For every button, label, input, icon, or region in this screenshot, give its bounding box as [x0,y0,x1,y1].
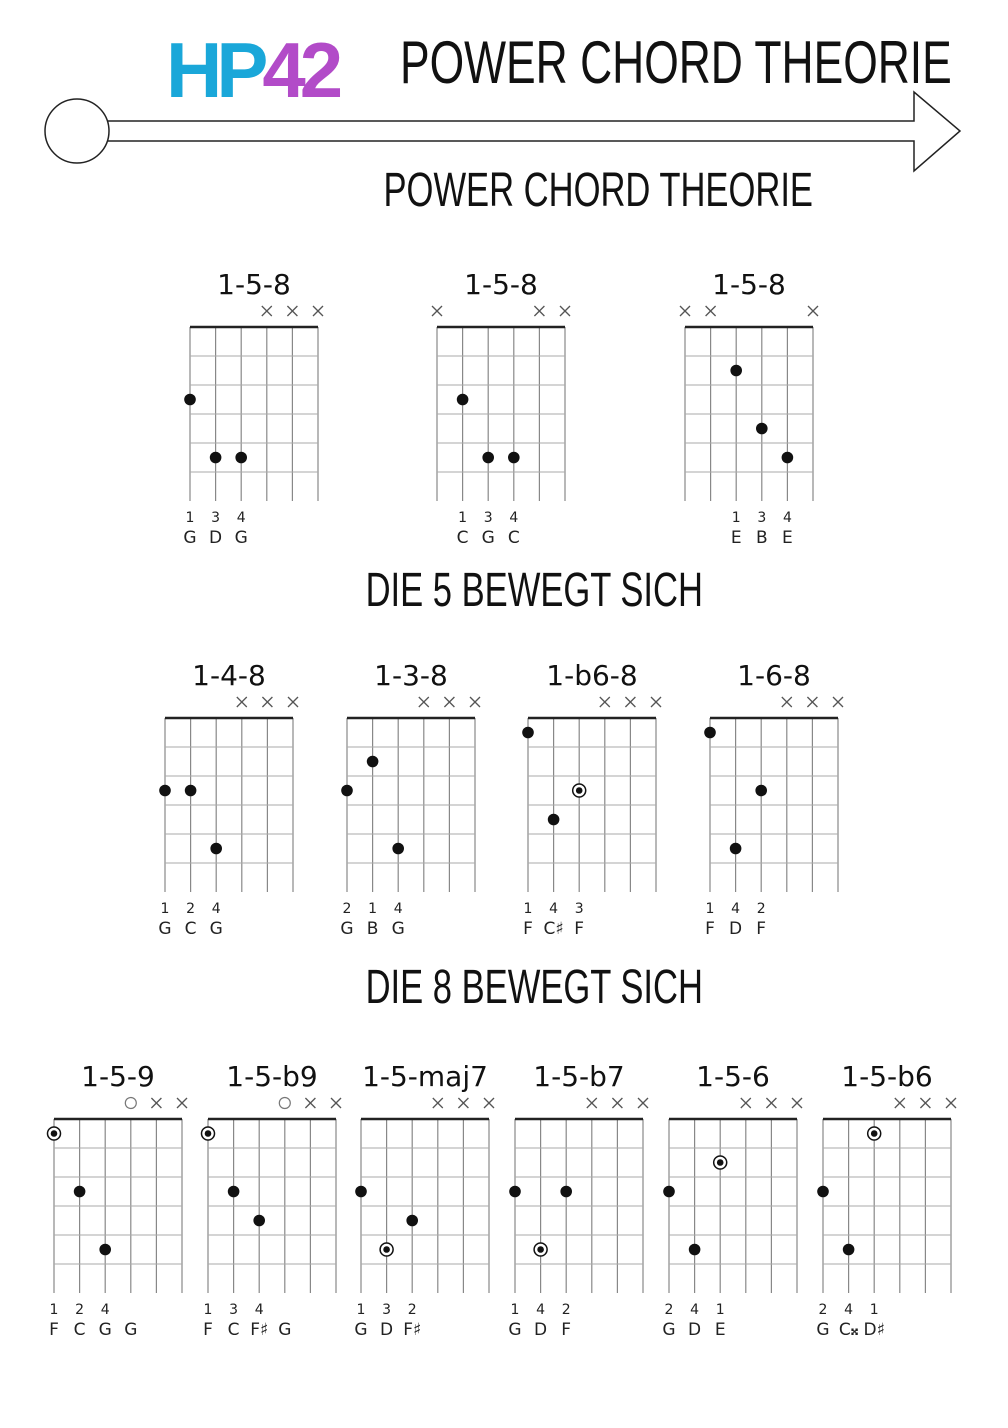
chord-name: 1-b6-8 [546,659,638,692]
finger-number: 1 [49,1302,59,1318]
muted-string-marker [287,306,297,316]
finger-dot [184,394,196,406]
note-name: F♯ [403,1320,422,1340]
root-note-dot [576,787,583,794]
muted-string-marker [288,697,298,707]
finger-number: 1 [368,901,378,917]
chord-diagram [354,1060,494,1340]
muted-string-marker [895,1098,905,1108]
finger-number: 4 [549,901,559,917]
muted-string-marker [587,1098,597,1108]
muted-string-marker [262,306,272,316]
note-name: G [124,1320,138,1340]
finger-dot [392,843,404,855]
finger-dot [253,1215,265,1227]
muted-string-marker [808,306,818,316]
chord-diagram [816,1060,956,1340]
logo-hp: HP [166,26,263,114]
finger-dot [228,1186,240,1198]
muted-string-marker [484,1098,494,1108]
finger-number: 1 [203,1302,213,1318]
chord-diagram [158,659,298,939]
chord-diagram [202,1060,342,1340]
note-name: B [366,919,379,939]
finger-number: 4 [844,1302,854,1318]
muted-string-marker [433,1098,443,1108]
muted-string-marker [807,697,817,707]
finger-dot [704,727,716,739]
finger-number: 4 [690,1302,700,1318]
note-name: G [209,919,223,939]
chord-name: 1-5-8 [464,268,538,301]
finger-number: 1 [356,1302,366,1318]
finger-number: 1 [523,901,533,917]
chord-name: 1-4-8 [192,659,266,692]
finger-dot [99,1244,111,1256]
muted-string-marker [625,697,635,707]
finger-dot [341,785,353,797]
finger-dot [74,1186,86,1198]
muted-string-marker [458,1098,468,1108]
note-name: G [481,528,495,548]
muted-string-marker [833,697,843,707]
muted-string-marker [946,1098,956,1108]
finger-number: 2 [186,901,196,917]
finger-number: 2 [75,1302,85,1318]
finger-number: 2 [818,1302,828,1318]
finger-number: 4 [211,901,221,917]
finger-dot [560,1186,572,1198]
finger-number: 2 [561,1302,571,1318]
note-name: C [456,528,469,548]
muted-string-marker [151,1098,161,1108]
muted-string-marker [600,697,610,707]
finger-dot [367,756,379,768]
finger-dot [210,452,222,464]
muted-string-marker [470,697,480,707]
muted-string-marker [741,1098,751,1108]
note-name: G [391,919,405,939]
root-note-dot [537,1246,544,1253]
note-name: C [184,919,197,939]
finger-dot [663,1186,675,1198]
root-note-dot [717,1159,724,1166]
muted-string-marker [680,306,690,316]
note-name: F [705,919,715,939]
finger-dot [730,843,742,855]
chord-diagram [662,1060,802,1340]
note-name: D [209,528,223,548]
finger-dot [406,1215,418,1227]
note-name: G [98,1320,112,1340]
finger-number: 2 [756,901,766,917]
muted-string-marker [560,306,570,316]
finger-dot [482,452,494,464]
chord-name: 1-5-9 [81,1060,155,1093]
note-name: G [662,1320,676,1340]
note-name: G [816,1320,830,1340]
finger-number: 4 [254,1302,264,1318]
finger-dot [756,423,768,435]
muted-string-marker [444,697,454,707]
chord-diagram [48,1060,188,1340]
finger-number: 3 [211,510,221,526]
finger-number: 1 [869,1302,879,1318]
finger-number: 3 [757,510,767,526]
finger-dot [509,1186,521,1198]
logo-42: 42 [262,26,338,114]
note-name: F [49,1320,59,1340]
note-name: F [574,919,585,939]
root-note-dot [871,1130,878,1137]
finger-number: 4 [782,510,792,526]
chord-name: 1-5-b9 [226,1060,318,1093]
finger-dot [843,1244,855,1256]
finger-number: 1 [185,510,195,526]
finger-dot [689,1244,701,1256]
note-name: F [523,919,533,939]
chord-diagram [183,268,323,548]
finger-dot [235,452,247,464]
finger-number: 1 [458,510,468,526]
finger-dot [355,1186,367,1198]
note-name: G [278,1320,292,1340]
muted-string-marker [237,697,247,707]
note-name: G [183,528,197,548]
muted-string-marker [651,697,661,707]
muted-string-marker [792,1098,802,1108]
chord-diagram [340,659,480,939]
muted-string-marker [638,1098,648,1108]
finger-dot [210,843,222,855]
finger-number: 1 [160,901,170,917]
finger-number: 4 [393,901,403,917]
note-name: D [534,1320,548,1340]
note-name: F [561,1320,572,1340]
muted-string-marker [262,697,272,707]
muted-string-marker [920,1098,930,1108]
open-string-marker [279,1098,290,1109]
root-note-dot [51,1130,58,1137]
finger-dot [817,1186,829,1198]
page-title: POWER CHORD THEORIE [400,29,952,96]
note-name: C [227,1320,240,1340]
root-note-dot [383,1246,390,1253]
chord-name: 1-5-8 [712,268,786,301]
finger-dot [457,394,469,406]
note-name: G [340,919,354,939]
finger-number: 3 [574,901,584,917]
muted-string-marker [782,697,792,707]
finger-number: 1 [715,1302,725,1318]
finger-number: 4 [536,1302,546,1318]
note-name: G [158,919,172,939]
muted-string-marker [432,306,442,316]
finger-dot [508,452,520,464]
chord-diagram [704,659,843,939]
finger-dot [159,785,171,797]
muted-string-marker [534,306,544,316]
finger-number: 1 [731,510,741,526]
finger-number: 2 [342,901,352,917]
finger-dot [522,727,534,739]
chord-name: 1-3-8 [374,659,448,692]
note-name: C♯ [543,919,564,939]
note-name: E [714,1320,726,1340]
chord-name: 1-5-6 [696,1060,770,1093]
root-note-dot [205,1130,212,1137]
note-name: F [756,919,767,939]
note-name: E [730,528,742,548]
section-heading-8: DIE 8 BEWEGT SICH [365,961,703,1014]
note-name: C [507,528,520,548]
chord-diagram [508,1060,648,1340]
note-name: F [203,1320,213,1340]
finger-number: 2 [407,1302,417,1318]
finger-dot [548,814,560,826]
muted-string-marker [766,1098,776,1108]
chord-name: 1-5-8 [217,268,291,301]
chord-name: 1-5-b7 [533,1060,625,1093]
note-name: D [729,919,743,939]
chord-diagram [432,268,570,548]
note-name: D [688,1320,702,1340]
muted-string-marker [331,1098,341,1108]
chord-diagram [680,268,818,548]
note-name: F♯ [250,1320,269,1340]
muted-string-marker [177,1098,187,1108]
note-name: D [380,1320,394,1340]
note-name: C [73,1320,86,1340]
finger-dot [730,365,742,377]
finger-dot [185,785,197,797]
finger-number: 2 [664,1302,674,1318]
note-name: E [782,528,793,548]
finger-number: 3 [483,510,493,526]
finger-number: 3 [382,1302,392,1318]
finger-number: 4 [236,510,246,526]
subtitle: POWER CHORD THEORIE [383,164,813,217]
note-name: G [508,1320,522,1340]
note-name: B [755,528,768,548]
note-name: G [234,528,248,548]
finger-number: 1 [705,901,715,917]
muted-string-marker [706,306,716,316]
open-string-marker [125,1098,136,1109]
chord-name: 1-5-maj7 [362,1060,488,1093]
finger-dot [755,785,767,797]
chord-diagram [522,659,661,939]
muted-string-marker [612,1098,622,1108]
chord-name: 1-6-8 [737,659,811,692]
finger-number: 4 [100,1302,110,1318]
muted-string-marker [305,1098,315,1108]
note-name: C𝄪 [838,1320,859,1340]
finger-number: 4 [509,510,519,526]
finger-number: 4 [731,901,741,917]
chord-name: 1-5-b6 [841,1060,933,1093]
note-name: G [354,1320,368,1340]
muted-string-marker [419,697,429,707]
finger-dot [782,452,794,464]
note-name: D♯ [863,1320,885,1340]
section-heading-5: DIE 5 BEWEGT SICH [365,564,703,617]
finger-number: 3 [229,1302,239,1318]
muted-string-marker [313,306,323,316]
finger-number: 1 [510,1302,520,1318]
